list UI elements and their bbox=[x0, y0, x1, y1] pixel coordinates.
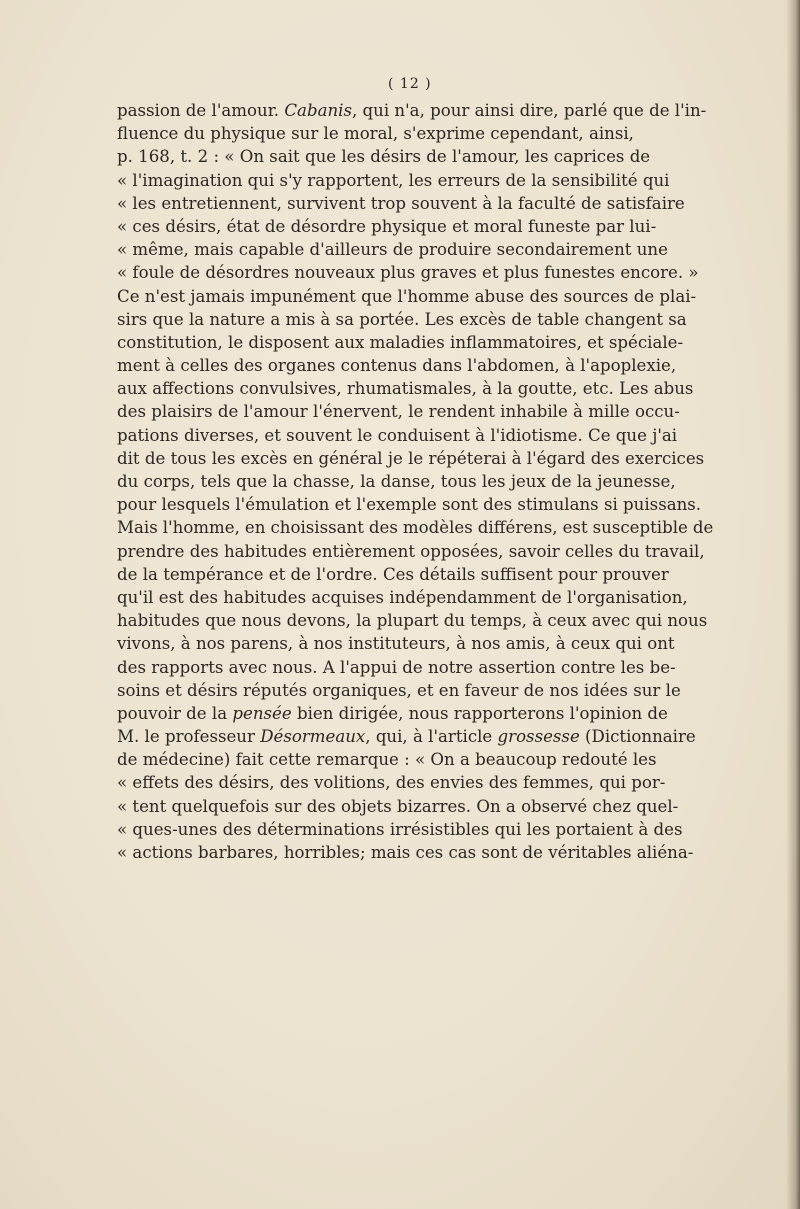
text-segment: « les entretiennent, survivent trop souvent à la faculté de satisfaire bbox=[117, 193, 685, 213]
text-line bbox=[117, 540, 713, 563]
text-line bbox=[117, 679, 713, 702]
text-segment: p. 168, t. 2 : « On sait que les désirs de l'amour, les caprices de bbox=[117, 147, 651, 167]
page-number: ( 12 ) bbox=[388, 76, 432, 92]
text-segment: dit de tous les excès en général je le répéterai à l'égard des exercices bbox=[117, 448, 705, 468]
text-line bbox=[117, 400, 713, 423]
text-segment: passion de l'amour. bbox=[117, 101, 285, 120]
text-segment: pour lesquels l'émulation et l'exemple sont des stimulans si puissans. bbox=[117, 495, 702, 515]
text-line bbox=[117, 795, 713, 818]
text-line bbox=[117, 563, 713, 586]
text-line bbox=[117, 192, 713, 215]
text-segment: « foule de désordres nouveaux plus graves et plus funestes encore. » bbox=[117, 263, 699, 283]
text-segment: aux affections convulsives, rhumatismales, à la goutte, etc. Les abus bbox=[117, 379, 694, 399]
text-line bbox=[117, 424, 713, 447]
text-segment: vivons, à nos parens, à nos instituteurs, à nos amis, à ceux qui ont bbox=[117, 634, 675, 654]
text-line bbox=[117, 238, 713, 261]
text-line bbox=[117, 841, 713, 864]
text-segment: sirs que la nature a mis à sa portée. Les excès de table changent sa bbox=[117, 309, 687, 329]
page-edge-shadow bbox=[786, 0, 800, 1209]
text-line bbox=[117, 215, 713, 238]
text-segment: Mais l'homme, en choisissant des modèles différens, est susceptible de bbox=[117, 518, 714, 538]
text-line bbox=[117, 748, 713, 771]
text-segment: constitution, le disposent aux maladies inflammatoires, et spéciale- bbox=[117, 332, 684, 352]
italic-text: grossesse bbox=[497, 727, 580, 747]
text-line bbox=[117, 725, 713, 748]
text-segment: « même, mais capable d'ailleurs de produire secondairement une bbox=[117, 240, 668, 260]
text-segment: M. le professeur bbox=[117, 727, 261, 747]
text-segment: « l'imagination qui s'y rapportent, les erreurs de la sensibilité qui bbox=[117, 170, 670, 190]
text-line bbox=[117, 99, 713, 122]
text-segment: des rapports avec nous. A l'appui de notre assertion contre les be- bbox=[117, 657, 676, 677]
italic-text: Désormeaux bbox=[260, 727, 366, 747]
text-segment: bien dirigée, nous rapporterons l'opinion de bbox=[291, 703, 668, 723]
text-segment: « ques-unes des déterminations irrésistibles qui les portaient à des bbox=[117, 819, 683, 839]
text-segment: de la tempérance et de l'ordre. Ces détails suffisent pour prouver bbox=[117, 564, 669, 584]
text-line bbox=[117, 261, 713, 284]
text-segment: prendre des habitudes entièrement opposées, savoir celles du travail, bbox=[117, 541, 705, 561]
text-segment: « ces désirs, état de désordre physique et moral funeste par lui- bbox=[117, 216, 657, 236]
italic-text: Cabanis bbox=[284, 101, 352, 120]
text-segment: soins et désirs réputés organiques, et en faveur de nos idées sur le bbox=[117, 680, 681, 700]
text-segment: ment à celles des organes contenus dans l'abdomen, à l'apoplexie, bbox=[117, 356, 677, 376]
text-line bbox=[117, 818, 713, 841]
text-line bbox=[117, 354, 713, 377]
text-segment: pations diverses, et souvent le conduisent à l'idiotisme. Ce que j'ai bbox=[117, 425, 678, 445]
text-segment: qu'il est des habitudes acquises indépendamment de l'organisation, bbox=[117, 587, 688, 607]
text-segment: pouvoir de la bbox=[117, 703, 233, 723]
text-segment: « effets des désirs, des volitions, des envies des femmes, qui por- bbox=[117, 773, 666, 793]
text-segment: « actions barbares, horribles; mais ces cas sont de véritables aliéna- bbox=[117, 843, 694, 862]
text-line bbox=[117, 702, 713, 725]
text-line bbox=[117, 586, 713, 609]
text-line bbox=[117, 470, 713, 493]
text-segment: , qui, à l'article bbox=[365, 727, 498, 747]
text-line bbox=[117, 331, 713, 354]
text-segment: , qui n'a, pour ainsi dire, parlé que de l'in- bbox=[351, 101, 707, 120]
text-segment: du corps, tels que la chasse, la danse, tous les jeux de la jeunesse, bbox=[117, 472, 676, 491]
body-text bbox=[117, 99, 713, 864]
text-line bbox=[117, 516, 713, 539]
text-line bbox=[117, 632, 713, 655]
text-segment: de médecine) fait cette remarque : « On a beaucoup redouté les bbox=[117, 750, 657, 770]
text-line bbox=[117, 493, 713, 516]
text-line bbox=[117, 447, 713, 470]
text-line bbox=[117, 122, 713, 145]
text-line bbox=[117, 308, 713, 331]
text-line bbox=[117, 656, 713, 679]
italic-text: pensée bbox=[232, 703, 292, 723]
text-line bbox=[117, 145, 713, 168]
text-segment: des plaisirs de l'amour l'énervent, le rendent inhabile à mille occu- bbox=[117, 402, 680, 422]
text-segment: habitudes que nous devons, la plupart du temps, à ceux avec qui nous bbox=[117, 611, 708, 631]
text-line bbox=[117, 609, 713, 632]
text-line bbox=[117, 771, 713, 794]
text-segment: « tent quelquefois sur des objets bizarres. On a observé chez quel- bbox=[117, 796, 679, 816]
text-segment: fluence du physique sur le moral, s'exprime cependant, ainsi, bbox=[117, 124, 634, 144]
text-segment: (Dictionnaire bbox=[579, 727, 696, 747]
text-segment: Ce n'est jamais impunément que l'homme abuse des sources de plai- bbox=[117, 286, 697, 306]
text-line bbox=[117, 285, 713, 308]
text-line bbox=[117, 377, 713, 400]
text-line bbox=[117, 169, 713, 192]
